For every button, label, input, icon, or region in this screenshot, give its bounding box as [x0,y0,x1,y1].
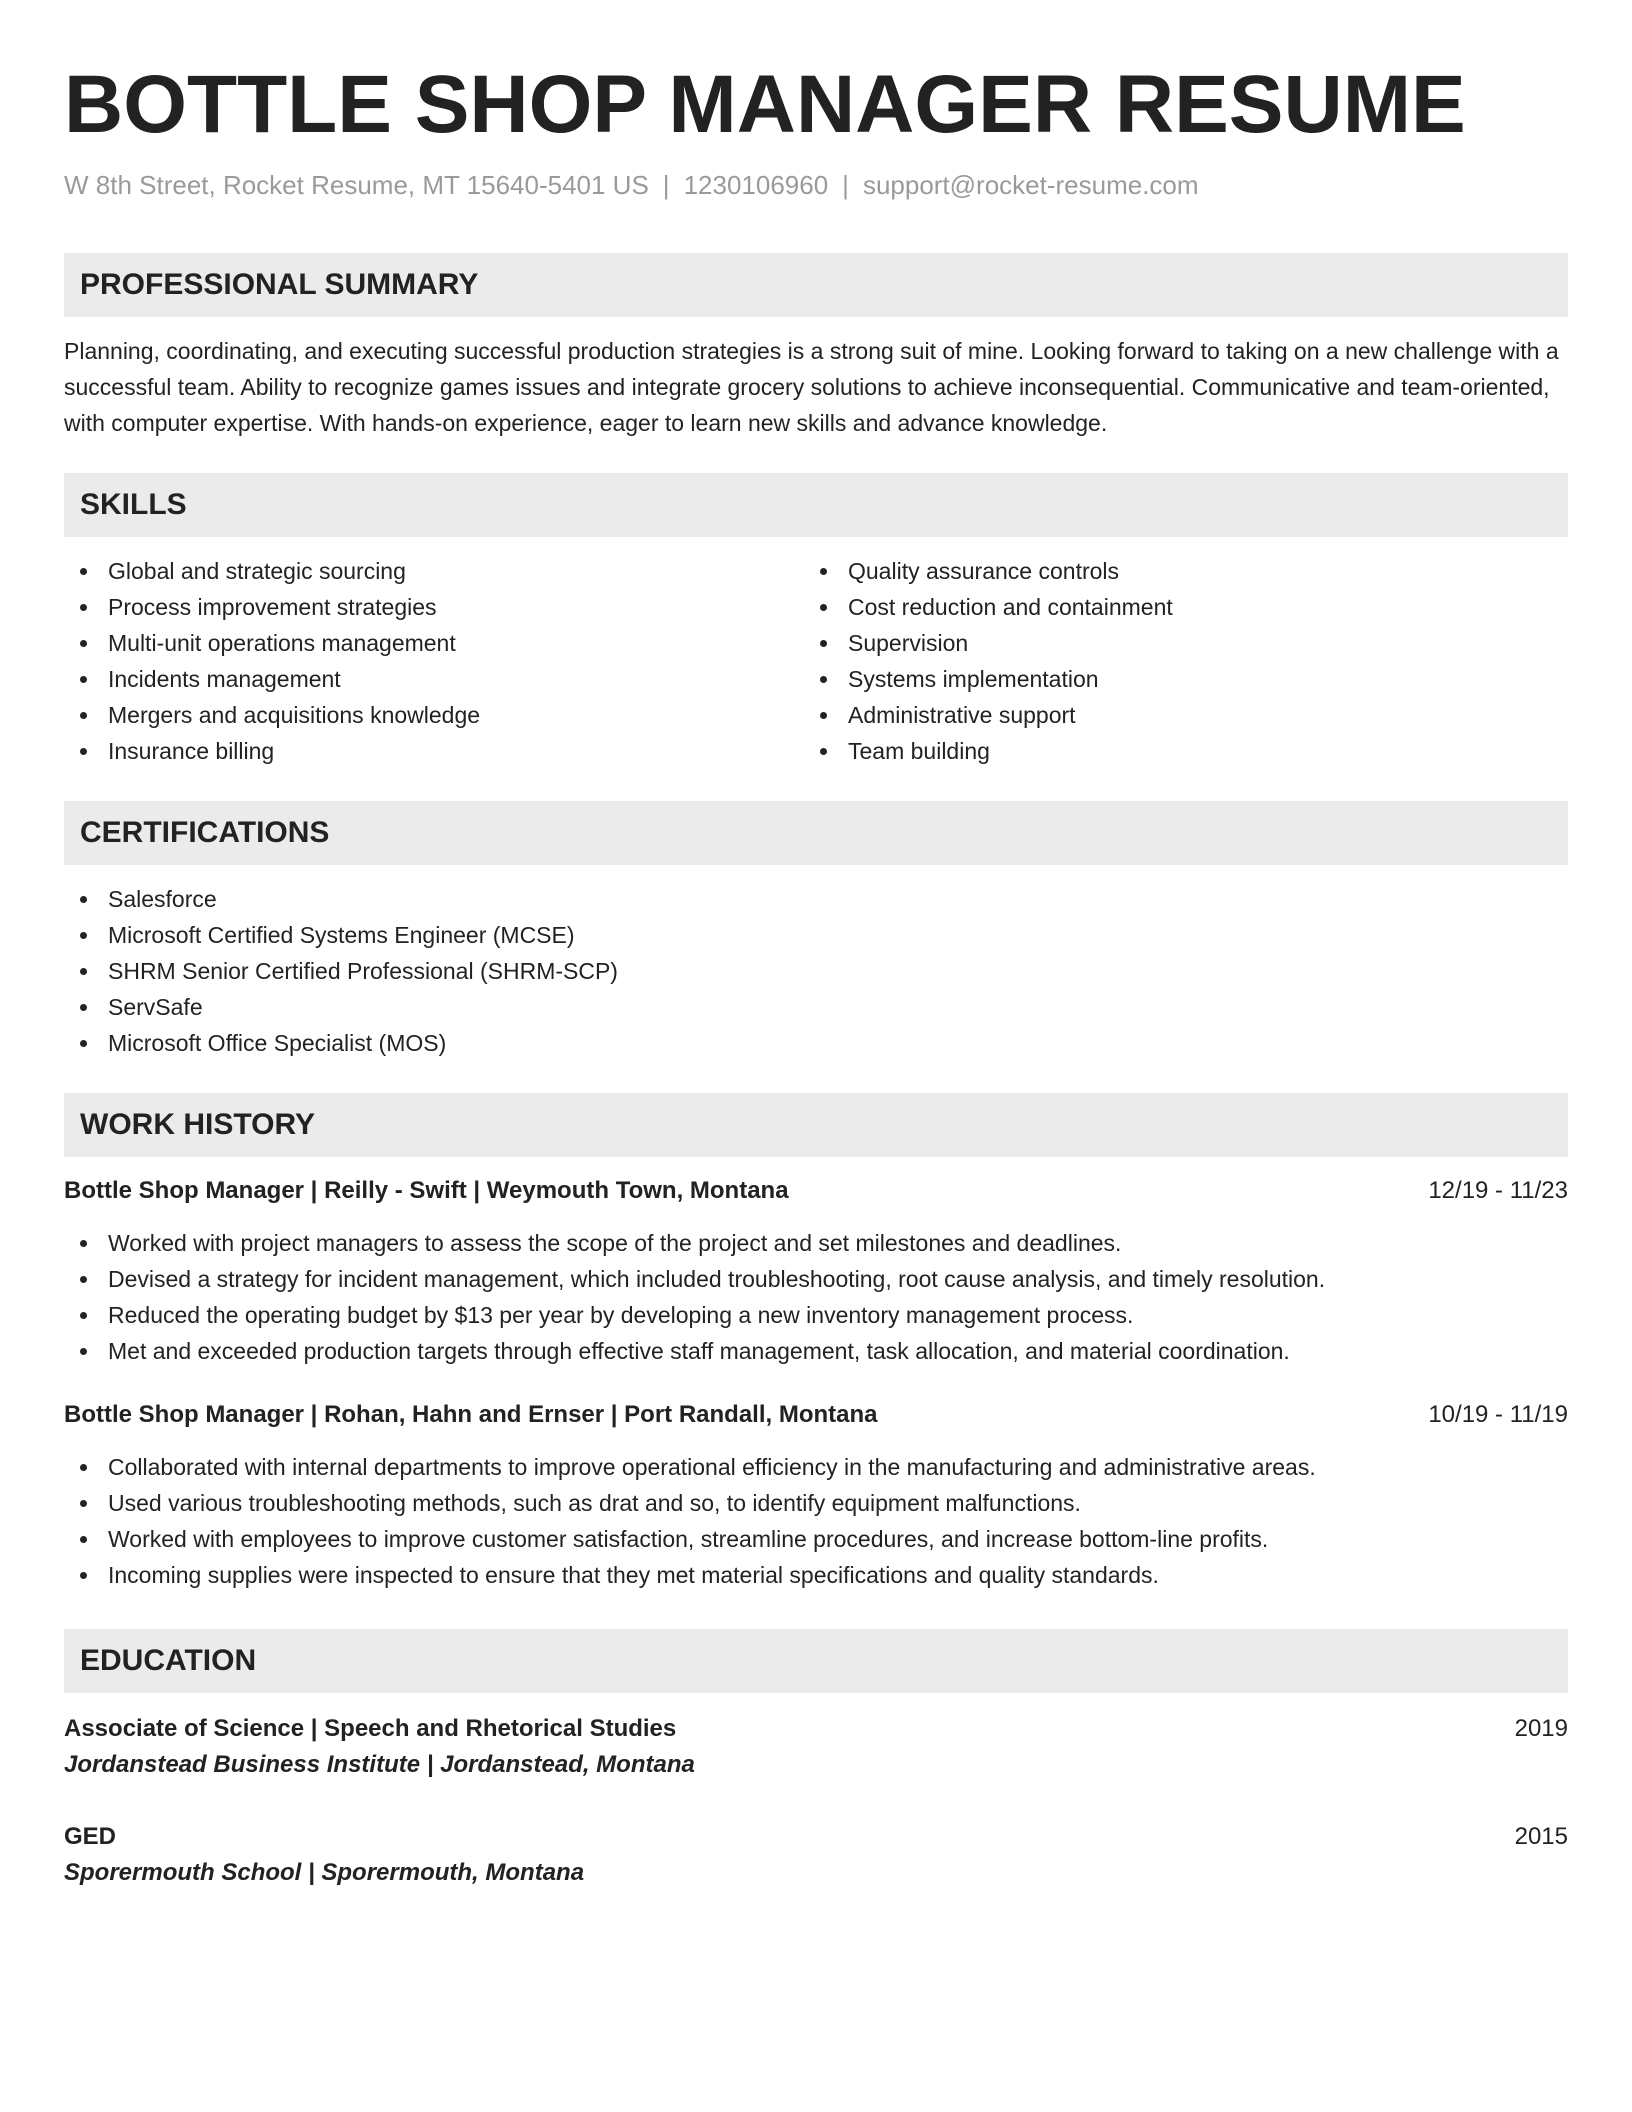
skills-list [64,553,1568,769]
education-header [64,1819,1568,1855]
job-bullet: Devised a strategy for incident management, which included troubleshooting, root cause analysis, and timely resolution. [64,1261,1568,1297]
job-title: Bottle Shop Manager | Rohan, Hahn and Ernser | Port Randall, Montana [64,1401,878,1428]
contact-separator: | [662,170,670,200]
job-title: Bottle Shop Manager | Reilly - Swift | Weymouth Town, Montana [64,1177,789,1204]
skill-item: Cost reduction and containment [804,589,1544,625]
job-bullets [64,1225,1568,1369]
job-dates: 12/19 - 11/23 [1428,1177,1568,1204]
certifications-heading: CERTIFICATIONS [64,801,1568,865]
certification-item: Salesforce [64,881,1568,917]
contact-phone: 1230106960 [683,170,829,200]
education-year: 2019 [1514,1715,1568,1742]
contact-email[interactable]: support@rocket-resume.com [862,170,1199,200]
skill-item: Multi-unit operations management [64,625,804,661]
education-heading: EDUCATION [64,1629,1568,1693]
skill-item: Process improvement strategies [64,589,804,625]
job-header [64,1397,1568,1433]
job-header [64,1173,1568,1209]
education-header [64,1711,1568,1747]
work-history-heading: WORK HISTORY [64,1093,1568,1157]
certification-item: SHRM Senior Certified Professional (SHRM-SCP) [64,953,1568,989]
skill-item: Mergers and acquisitions knowledge [64,697,804,733]
certification-item: Microsoft Office Specialist (MOS) [64,1025,1568,1061]
job-bullet: Met and exceeded production targets through effective staff management, task allocation, and material coordination. [64,1333,1568,1369]
contact-separator: | [842,170,849,200]
education-school: Sporermouth School | Sporermouth, Montana [64,1859,585,1886]
skill-item: Supervision [804,625,1544,661]
skill-item: Insurance billing [64,733,804,769]
skills-column-right [804,553,1544,769]
job-entry [64,1397,1568,1593]
skill-item: Quality assurance controls [804,553,1544,589]
job-bullet: Used various troubleshooting methods, such as drat and so, to identify equipment malfunctions. [64,1485,1568,1521]
education-entry [64,1819,1568,1891]
education-entry [64,1711,1568,1783]
job-bullet: Worked with project managers to assess the scope of the project and set milestones and deadlines. [64,1225,1568,1261]
summary-text: Planning, coordinating, and executing successful production strategies is a strong suit of mine. Looking forward to taking on a new challenge with a successful team. Ability to recognize games issues and integrate grocery solutions to achieve inconsequential. Communicative and team-oriented, with computer expertise. With hands-on experience, eager to learn new skills and advance knowledge. [64,338,1559,436]
job-bullet: Collaborated with internal departments to improve operational efficiency in the manufacturing and administrative areas. [64,1449,1568,1485]
contact-address: W 8th Street, Rocket Resume, MT 15640-5401 US [64,170,649,200]
skills-column-left [64,553,804,769]
resume-title: BOTTLE SHOP MANAGER RESUME [64,59,1466,150]
skill-item: Team building [804,733,1544,769]
contact-line [64,170,1568,201]
certifications-list [64,881,1568,1061]
skill-item: Global and strategic sourcing [64,553,804,589]
skill-item: Systems implementation [804,661,1544,697]
education-year: 2015 [1514,1823,1568,1850]
education-degree: GED [64,1823,117,1850]
job-bullet: Reduced the operating budget by $13 per year by developing a new inventory management process. [64,1297,1568,1333]
job-bullet: Incoming supplies were inspected to ensure that they met material specifications and quality standards. [64,1557,1568,1593]
education-school: Jordanstead Business Institute | Jordanstead, Montana [64,1751,695,1778]
job-dates: 10/19 - 11/19 [1428,1401,1568,1428]
skills-heading: SKILLS [64,473,1568,537]
education-degree: Associate of Science | Speech and Rhetorical Studies [64,1715,677,1742]
job-bullet: Worked with employees to improve customer satisfaction, streamline procedures, and increase bottom-line profits. [64,1521,1568,1557]
job-entry [64,1173,1568,1369]
skill-item: Incidents management [64,661,804,697]
summary-heading: PROFESSIONAL SUMMARY [64,253,1568,317]
skill-item: Administrative support [804,697,1544,733]
certification-item: Microsoft Certified Systems Engineer (MCSE) [64,917,1568,953]
job-bullets [64,1449,1568,1593]
certification-item: ServSafe [64,989,1568,1025]
